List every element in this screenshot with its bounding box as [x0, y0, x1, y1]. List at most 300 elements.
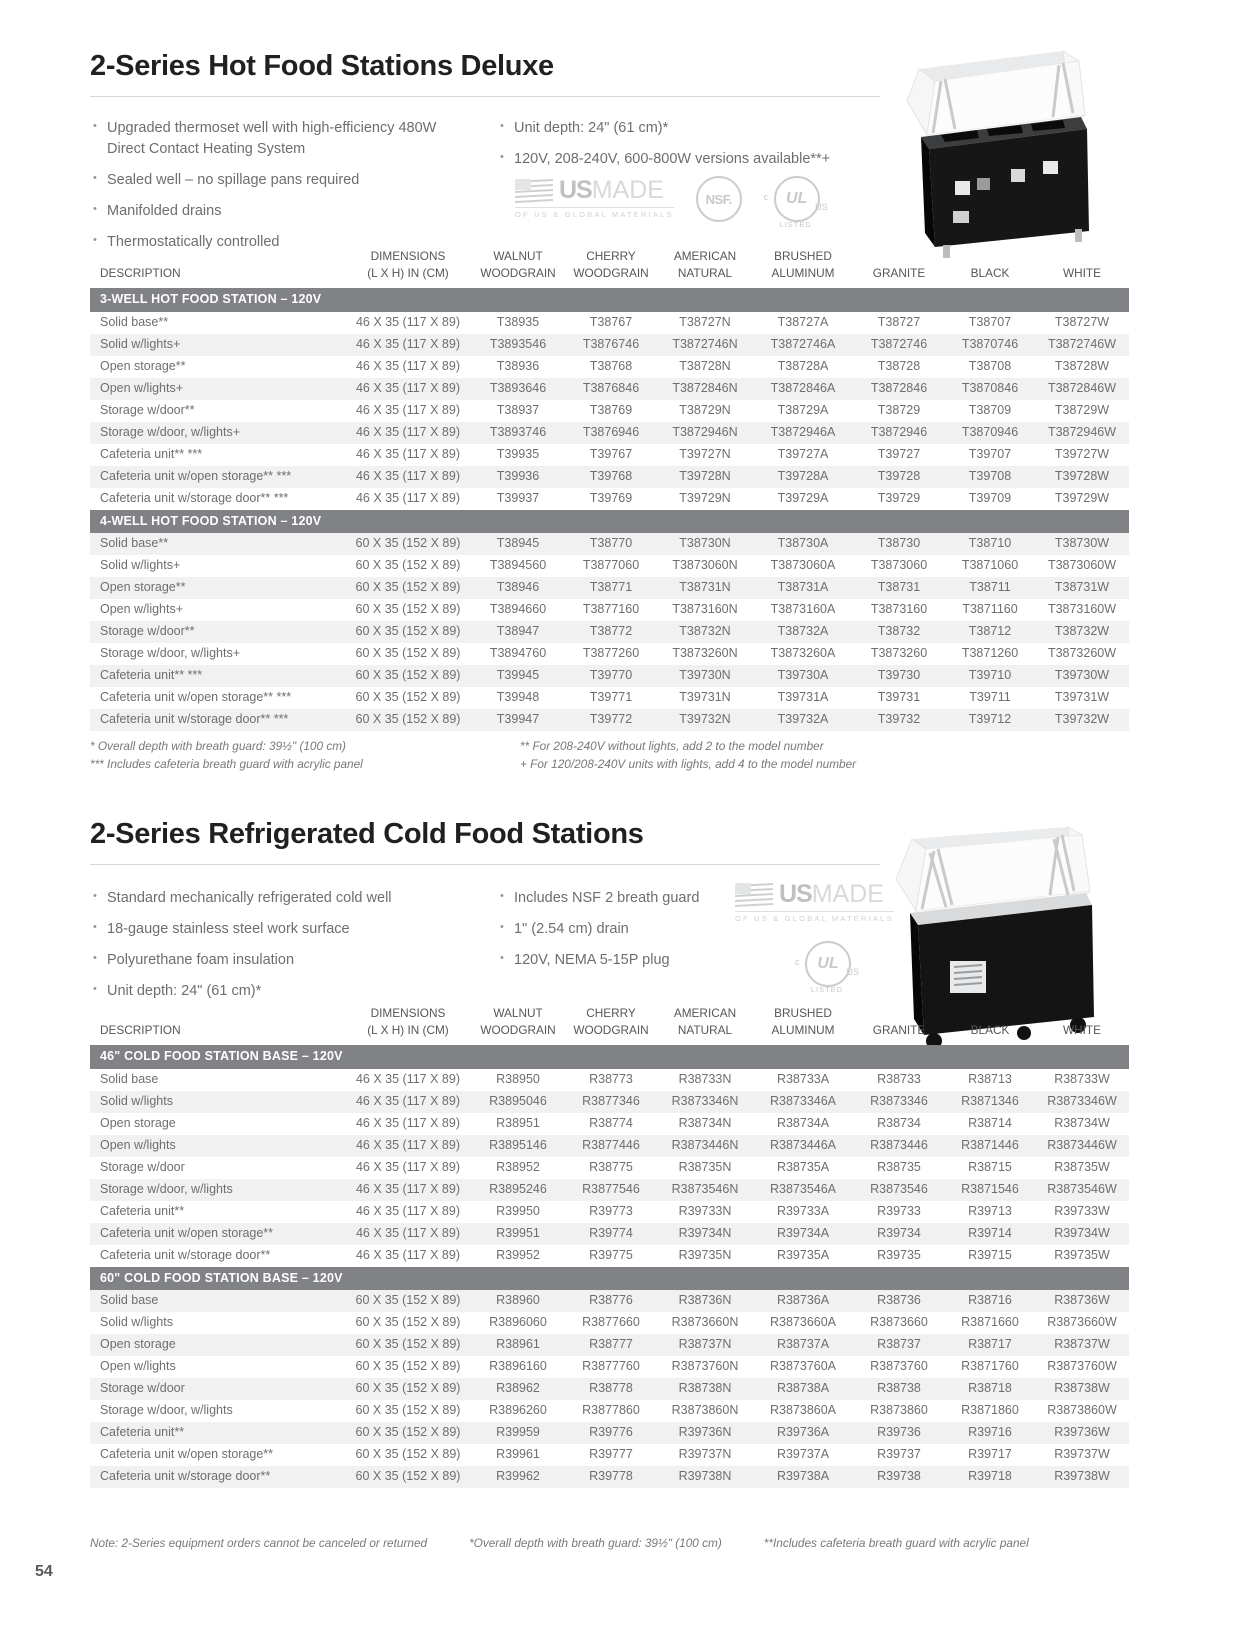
- model-number-cell: T3871060: [961, 558, 1019, 573]
- nsf-logo: [696, 176, 742, 222]
- dimensions-cell: 60 X 35 (152 X 89): [355, 690, 461, 705]
- model-number-cell: T38730: [877, 536, 921, 551]
- model-number-cell: T38728: [877, 358, 921, 373]
- model-number-cell: R39961: [496, 1447, 540, 1462]
- model-number-cell: T38708: [968, 358, 1012, 373]
- hot-certification-logos: [515, 176, 828, 234]
- model-number-cell: R3873346: [870, 1093, 928, 1108]
- hot-feature-list-left: [90, 118, 460, 263]
- model-number-cell: R3871860: [961, 1403, 1019, 1418]
- dimensions-cell: 46 X 35 (117 X 89): [355, 1159, 460, 1174]
- model-number-cell: R38962: [496, 1381, 540, 1396]
- dimensions-cell: 46 X 35 (117 X 89): [355, 358, 460, 373]
- model-number-cell: T38947: [496, 624, 540, 639]
- table-row: [90, 1201, 1129, 1223]
- column-header: WHITE: [1062, 265, 1101, 280]
- model-number-cell: T3876746: [582, 336, 640, 351]
- model-number-cell: R3873346N: [671, 1093, 739, 1108]
- table-section-row: [90, 510, 1129, 534]
- model-number-cell: R39952: [496, 1247, 540, 1262]
- model-number-cell: R38735A: [776, 1159, 830, 1174]
- description-cell: Storage w/door: [100, 1381, 185, 1396]
- description-cell: Open storage: [100, 1337, 176, 1352]
- model-number-cell: T3870846: [961, 380, 1019, 395]
- dimensions-cell: 46 X 35 (117 X 89): [355, 424, 460, 439]
- model-number-cell: R39951: [496, 1225, 540, 1240]
- model-number-cell: T38937: [496, 402, 540, 417]
- table-section-row: [90, 1267, 1129, 1291]
- model-number-cell: T39769: [589, 490, 633, 505]
- table-section-label: 4-WELL HOT FOOD STATION – 120V: [90, 510, 1129, 534]
- model-number-cell: T38731N: [679, 580, 731, 595]
- description-cell: Solid w/lights: [100, 1315, 173, 1330]
- model-number-cell: T3894560: [489, 558, 547, 573]
- table-row: [90, 643, 1129, 665]
- model-number-cell: T39729A: [777, 490, 829, 505]
- hot-footnotes: [90, 737, 990, 774]
- model-number-cell: T39770: [589, 668, 633, 683]
- footnote-line: *Overall depth with breath guard: 39½" (100 cm): [469, 1536, 722, 1550]
- model-number-cell: T3872946A: [770, 424, 836, 439]
- model-number-cell: T38935: [496, 314, 540, 329]
- model-number-cell: R39774: [589, 1225, 633, 1240]
- model-number-cell: T3893646: [489, 380, 547, 395]
- model-number-cell: T3872946N: [672, 424, 738, 439]
- cold-food-table: [90, 1005, 1129, 1488]
- model-number-cell: T39730N: [679, 668, 731, 683]
- cold-us-made-logo: [735, 880, 894, 923]
- model-number-cell: R39733A: [776, 1203, 830, 1218]
- table-row: [90, 533, 1129, 555]
- model-number-cell: R3873446: [870, 1137, 928, 1152]
- footnote-line: *** Includes cafeteria breath guard with acrylic panel: [90, 757, 363, 772]
- cold-food-section-header: [90, 818, 880, 865]
- model-number-cell: R3896260: [489, 1403, 547, 1418]
- model-number-cell: R38738N: [678, 1381, 732, 1396]
- model-number-cell: T38727W: [1054, 314, 1110, 329]
- dimensions-cell: 60 X 35 (152 X 89): [355, 536, 461, 551]
- model-number-cell: R3873760A: [769, 1359, 837, 1374]
- hot-food-table: [90, 248, 1129, 731]
- ul-us-text: US: [815, 202, 828, 212]
- model-number-cell: R38736N: [678, 1293, 732, 1308]
- table-section-label: 60" COLD FOOD STATION BASE – 120V: [90, 1267, 1129, 1291]
- model-number-cell: R3871446: [961, 1137, 1019, 1152]
- model-number-cell: T38729N: [679, 402, 731, 417]
- dimensions-cell: 46 X 35 (117 X 89): [355, 490, 460, 505]
- model-number-cell: T39728N: [679, 468, 731, 483]
- model-number-cell: T39768: [589, 468, 633, 483]
- table-row: [90, 687, 1129, 709]
- model-number-cell: R39737W: [1054, 1447, 1110, 1462]
- model-number-cell: T38732N: [679, 624, 731, 639]
- model-number-cell: R39713: [968, 1203, 1012, 1218]
- column-header: WALNUT WOODGRAIN: [480, 249, 556, 280]
- model-number-cell: R39959: [496, 1425, 540, 1440]
- dimensions-cell: 60 X 35 (152 X 89): [355, 712, 461, 727]
- model-number-cell: T39730A: [777, 668, 829, 683]
- model-number-cell: R38776: [589, 1293, 633, 1308]
- model-number-cell: R3873860N: [671, 1403, 739, 1418]
- cold-page-title: 2-Series Refrigerated Cold Food Stations: [90, 818, 644, 850]
- dimensions-cell: 60 X 35 (152 X 89): [355, 1293, 461, 1308]
- model-number-cell: T3873160: [870, 602, 928, 617]
- model-number-cell: R3871546: [961, 1181, 1019, 1196]
- model-number-cell: T39771: [589, 690, 633, 705]
- model-number-cell: T38731: [877, 580, 921, 595]
- model-number-cell: R39736W: [1054, 1425, 1110, 1440]
- model-number-cell: T38727A: [777, 314, 829, 329]
- table-row: [90, 1334, 1129, 1356]
- model-number-cell: R39716: [968, 1425, 1012, 1440]
- us-flag-icon: [735, 883, 773, 907]
- model-number-cell: R38734W: [1054, 1115, 1110, 1130]
- model-number-cell: R38735: [877, 1159, 921, 1174]
- cold-certification-logos: [735, 880, 894, 999]
- cold-footnotes: [90, 1536, 1100, 1550]
- model-number-cell: T3870946: [961, 424, 1019, 439]
- model-number-cell: T3873060W: [1047, 558, 1117, 573]
- model-number-cell: R3873860W: [1047, 1403, 1117, 1418]
- description-cell: Open w/lights+: [100, 602, 184, 617]
- model-number-cell: T38709: [968, 402, 1012, 417]
- description-cell: Cafeteria unit w/storage door**: [100, 1469, 271, 1484]
- dimensions-cell: 46 X 35 (117 X 89): [355, 380, 460, 395]
- column-header: DESCRIPTION: [100, 1022, 181, 1037]
- hot-food-station-photo: [893, 35, 1093, 260]
- model-number-cell: T38769: [589, 402, 633, 417]
- model-number-cell: T38771: [589, 580, 633, 595]
- model-number-cell: R3873446W: [1047, 1137, 1117, 1152]
- model-number-cell: R39718: [968, 1469, 1012, 1484]
- hot-food-section-header: [90, 50, 880, 97]
- model-number-cell: R3877546: [582, 1181, 640, 1196]
- model-number-cell: T38936: [496, 358, 540, 373]
- footnote-line: **Includes cafeteria breath guard with acrylic panel: [763, 1536, 1029, 1550]
- description-cell: Cafeteria unit w/open storage**: [100, 1225, 274, 1240]
- model-number-cell: T3873060N: [672, 558, 738, 573]
- footnote-line: + For 120/208-240V units with lights, add 4 to the model number: [520, 757, 857, 772]
- model-number-cell: R38738A: [776, 1381, 830, 1396]
- footnote-line: Note: 2-Series equipment orders cannot be canceled or returned: [90, 1536, 428, 1550]
- model-number-cell: R39778: [589, 1469, 633, 1484]
- dimensions-cell: 46 X 35 (117 X 89): [355, 1225, 460, 1240]
- model-number-cell: T3873260N: [672, 646, 738, 661]
- dimensions-cell: 46 X 35 (117 X 89): [355, 1247, 460, 1262]
- model-number-cell: T3876946: [582, 424, 640, 439]
- model-number-cell: R38960: [496, 1293, 540, 1308]
- model-number-cell: R3877660: [582, 1315, 640, 1330]
- model-number-cell: R39734A: [776, 1225, 830, 1240]
- column-header: WHITE: [1062, 1022, 1101, 1037]
- model-number-cell: R39737: [877, 1447, 921, 1462]
- model-number-cell: T39727: [877, 446, 921, 461]
- model-number-cell: T3872946: [870, 424, 928, 439]
- model-number-cell: T3872846A: [770, 380, 836, 395]
- model-number-cell: R3895246: [489, 1181, 547, 1196]
- table-row: [90, 1378, 1129, 1400]
- model-number-cell: R39734: [877, 1225, 921, 1240]
- model-number-cell: T39937: [496, 490, 540, 505]
- model-number-cell: R38737A: [776, 1337, 830, 1352]
- page-title: 2-Series Hot Food Stations Deluxe: [90, 50, 554, 82]
- description-cell: Open storage**: [100, 358, 186, 373]
- model-number-cell: R38733A: [776, 1071, 830, 1086]
- model-number-cell: R38714: [968, 1115, 1012, 1130]
- model-number-cell: R39735A: [776, 1247, 830, 1262]
- model-number-cell: R39735N: [678, 1247, 732, 1262]
- dimensions-cell: 46 X 35 (117 X 89): [355, 314, 460, 329]
- ul-us-text: US: [846, 967, 859, 977]
- description-cell: Cafeteria unit w/open storage** ***: [100, 468, 292, 483]
- model-number-cell: R3873546N: [671, 1181, 739, 1196]
- table-row: [90, 466, 1129, 488]
- model-number-cell: R3873860: [870, 1403, 928, 1418]
- model-number-cell: T3873160A: [770, 602, 836, 617]
- model-number-cell: T39709: [968, 490, 1012, 505]
- us-made-subtext: OF US & GLOBAL MATERIALS: [735, 911, 894, 923]
- model-number-cell: T3873060A: [770, 558, 836, 573]
- model-number-cell: T38945: [496, 536, 540, 551]
- dimensions-cell: 60 X 35 (152 X 89): [355, 1315, 461, 1330]
- description-cell: Storage w/door: [100, 1159, 185, 1174]
- model-number-cell: R39733N: [678, 1203, 732, 1218]
- model-number-cell: T3894660: [489, 602, 547, 617]
- model-number-cell: R39734W: [1054, 1225, 1110, 1240]
- model-number-cell: T38727: [877, 314, 921, 329]
- model-number-cell: T38730A: [777, 536, 829, 551]
- model-number-cell: R3873760: [870, 1359, 928, 1374]
- model-number-cell: R3873860A: [769, 1403, 837, 1418]
- us-flag-icon: [515, 179, 553, 203]
- dimensions-cell: 60 X 35 (152 X 89): [355, 602, 461, 617]
- model-number-cell: R3873346A: [769, 1093, 837, 1108]
- model-number-cell: T38711: [969, 580, 1011, 595]
- model-number-cell: T39731N: [679, 690, 731, 705]
- model-number-cell: R3873660W: [1047, 1315, 1117, 1330]
- model-number-cell: T38707: [968, 314, 1012, 329]
- model-number-cell: R38778: [589, 1381, 633, 1396]
- cold-feature-list-left: [90, 888, 460, 1012]
- model-number-cell: T39935: [496, 446, 540, 461]
- model-number-cell: T3872946W: [1047, 424, 1117, 439]
- model-number-cell: T39707: [968, 446, 1012, 461]
- model-number-cell: R38777: [589, 1337, 633, 1352]
- description-cell: Open w/lights: [100, 1137, 176, 1152]
- model-number-cell: R38736: [877, 1293, 921, 1308]
- hot-feature-list-right: [497, 118, 887, 180]
- model-number-cell: R39738: [877, 1469, 921, 1484]
- model-number-cell: T38946: [496, 580, 540, 595]
- table-row: [90, 1113, 1129, 1135]
- table-row: [90, 1466, 1129, 1488]
- model-number-cell: T38767: [589, 314, 633, 329]
- model-number-cell: R3873760N: [671, 1359, 739, 1374]
- model-number-cell: T3877260: [582, 646, 640, 661]
- model-number-cell: T3872846W: [1047, 380, 1117, 395]
- model-number-cell: T38729A: [777, 402, 829, 417]
- table-row: [90, 621, 1129, 643]
- model-number-cell: R3896160: [489, 1359, 547, 1374]
- table-row: [90, 599, 1129, 621]
- model-number-cell: T38729W: [1054, 402, 1110, 417]
- model-number-cell: T3872846N: [672, 380, 738, 395]
- model-number-cell: R38952: [496, 1159, 540, 1174]
- model-number-cell: R38716: [968, 1293, 1012, 1308]
- table-row: [90, 444, 1129, 466]
- model-number-cell: R3871346: [961, 1093, 1019, 1108]
- description-cell: Solid w/lights+: [100, 336, 181, 351]
- table-row: [90, 334, 1129, 356]
- model-number-cell: T3873160W: [1047, 602, 1117, 617]
- model-number-cell: R39776: [589, 1425, 633, 1440]
- description-cell: Solid w/lights: [100, 1093, 173, 1108]
- model-number-cell: R38733N: [678, 1071, 732, 1086]
- footnote-line: * Overall depth with breath guard: 39½" (100 cm): [90, 739, 346, 753]
- description-cell: Solid base**: [100, 314, 169, 329]
- dimensions-cell: 60 X 35 (152 X 89): [355, 1403, 461, 1418]
- model-number-cell: R3877446: [582, 1137, 640, 1152]
- model-number-cell: R39717: [968, 1447, 1012, 1462]
- dimensions-cell: 60 X 35 (152 X 89): [355, 1447, 461, 1462]
- table-row: [90, 400, 1129, 422]
- description-cell: Open w/lights+: [100, 380, 184, 395]
- ul-listed-logo: [764, 176, 828, 234]
- column-header: DIMENSIONS (L X H) IN (CM): [367, 249, 449, 280]
- model-number-cell: R3873660A: [769, 1315, 837, 1330]
- model-number-cell: T38732: [877, 624, 921, 639]
- model-number-cell: R39773: [589, 1203, 633, 1218]
- dimensions-cell: 60 X 35 (152 X 89): [355, 1381, 461, 1396]
- ul-text: UL: [817, 955, 839, 972]
- model-number-cell: R38736W: [1054, 1293, 1110, 1308]
- model-number-cell: T39767: [589, 446, 633, 461]
- model-number-cell: T39730: [877, 668, 921, 683]
- description-cell: Storage w/door**: [100, 402, 195, 417]
- table-row: [90, 709, 1129, 731]
- model-number-cell: T3872746: [870, 336, 928, 351]
- description-cell: Cafeteria unit w/storage door**: [100, 1247, 271, 1262]
- model-number-cell: T39732W: [1054, 712, 1110, 727]
- hot-footnotes-left: [90, 737, 520, 774]
- model-number-cell: T3876846: [582, 380, 640, 395]
- model-number-cell: R38734: [877, 1115, 921, 1130]
- model-number-cell: T3893546: [489, 336, 547, 351]
- model-number-cell: R39734N: [678, 1225, 732, 1240]
- model-number-cell: T38768: [589, 358, 633, 373]
- model-number-cell: R39733: [877, 1203, 921, 1218]
- model-number-cell: T38731A: [777, 580, 829, 595]
- model-number-cell: T39936: [496, 468, 540, 483]
- model-number-cell: R3877760: [582, 1359, 640, 1374]
- model-number-cell: T3873160N: [672, 602, 738, 617]
- model-number-cell: T3871260: [961, 646, 1019, 661]
- model-number-cell: R3873660: [870, 1315, 928, 1330]
- nsf-text: NSF.: [705, 191, 732, 207]
- description-cell: Cafeteria unit w/storage door** ***: [100, 712, 289, 727]
- model-number-cell: T3873060: [870, 558, 928, 573]
- description-cell: Cafeteria unit w/open storage** ***: [100, 690, 292, 705]
- ul-c-text: c: [763, 192, 769, 202]
- us-made-made-text: MADE: [591, 176, 664, 204]
- bullet-item: • 1" (2.54 cm) drain: [497, 919, 727, 940]
- bullet-item: • Unit depth: 24" (61 cm)*: [90, 981, 460, 1002]
- us-made-subtext: OF US & GLOBAL MATERIALS: [515, 207, 674, 219]
- model-number-cell: R39738W: [1054, 1469, 1110, 1484]
- model-number-cell: R39738N: [678, 1469, 732, 1484]
- bullet-item: • Standard mechanically refrigerated cold well: [90, 888, 460, 909]
- model-number-cell: R3873660N: [671, 1315, 739, 1330]
- table-row: [90, 1444, 1129, 1466]
- dimensions-cell: 46 X 35 (117 X 89): [355, 336, 460, 351]
- column-header: DIMENSIONS (L X H) IN (CM): [367, 1006, 449, 1037]
- bullet-item: • Includes NSF 2 breath guard: [497, 888, 727, 909]
- description-cell: Cafeteria unit** ***: [100, 446, 203, 461]
- model-number-cell: R39950: [496, 1203, 540, 1218]
- bullet-item: • Manifolded drains: [90, 201, 460, 222]
- model-number-cell: T39730W: [1054, 668, 1110, 683]
- model-number-cell: R39733W: [1054, 1203, 1110, 1218]
- model-number-cell: R39714: [968, 1225, 1012, 1240]
- bullet-item: • Polyurethane foam insulation: [90, 950, 460, 971]
- cold-feature-list-right: [497, 888, 727, 981]
- model-number-cell: T39772: [589, 712, 633, 727]
- model-number-cell: T39708: [968, 468, 1012, 483]
- us-made-us-text: US: [779, 880, 812, 908]
- model-number-cell: T3870746: [961, 336, 1019, 351]
- model-number-cell: T3877060: [582, 558, 640, 573]
- header-row: [90, 248, 1129, 288]
- description-cell: Open storage**: [100, 580, 186, 595]
- model-number-cell: R38717: [968, 1337, 1012, 1352]
- model-number-cell: R38734A: [776, 1115, 830, 1130]
- model-number-cell: T39729W: [1054, 490, 1110, 505]
- dimensions-cell: 46 X 35 (117 X 89): [355, 1203, 460, 1218]
- bullet-item: • Sealed well – no spillage pans required: [90, 170, 460, 191]
- ul-c-text: c: [795, 957, 800, 967]
- model-number-cell: R3873446A: [769, 1137, 837, 1152]
- description-cell: Solid base: [100, 1293, 159, 1308]
- model-number-cell: T39712: [968, 712, 1012, 727]
- model-number-cell: R39735: [877, 1247, 921, 1262]
- bullet-item: • 120V, 208-240V, 600-800W versions available**+: [497, 149, 887, 170]
- model-number-cell: T38772: [589, 624, 633, 639]
- model-number-cell: R38773: [589, 1071, 633, 1086]
- column-header: DESCRIPTION: [100, 265, 181, 280]
- model-number-cell: T39727A: [777, 446, 829, 461]
- table-row: [90, 356, 1129, 378]
- model-number-cell: T38728N: [679, 358, 731, 373]
- model-number-cell: R38950: [496, 1071, 540, 1086]
- description-cell: Cafeteria unit** ***: [100, 668, 203, 683]
- table-row: [90, 1179, 1129, 1201]
- description-cell: Solid w/lights+: [100, 558, 181, 573]
- table-row: [90, 1157, 1129, 1179]
- model-number-cell: R38718: [968, 1381, 1012, 1396]
- model-number-cell: T3894760: [489, 646, 547, 661]
- model-number-cell: T38710: [968, 536, 1012, 551]
- table-row: [90, 488, 1129, 510]
- model-number-cell: R3877860: [582, 1403, 640, 1418]
- table-row: [90, 1245, 1129, 1267]
- model-number-cell: T39732N: [679, 712, 731, 727]
- model-number-cell: R39738A: [776, 1469, 830, 1484]
- model-number-cell: T39947: [496, 712, 540, 727]
- column-header: BRUSHED ALUMINUM: [771, 249, 835, 280]
- table-row: [90, 577, 1129, 599]
- model-number-cell: R3873546A: [769, 1181, 837, 1196]
- table-row: [90, 378, 1129, 400]
